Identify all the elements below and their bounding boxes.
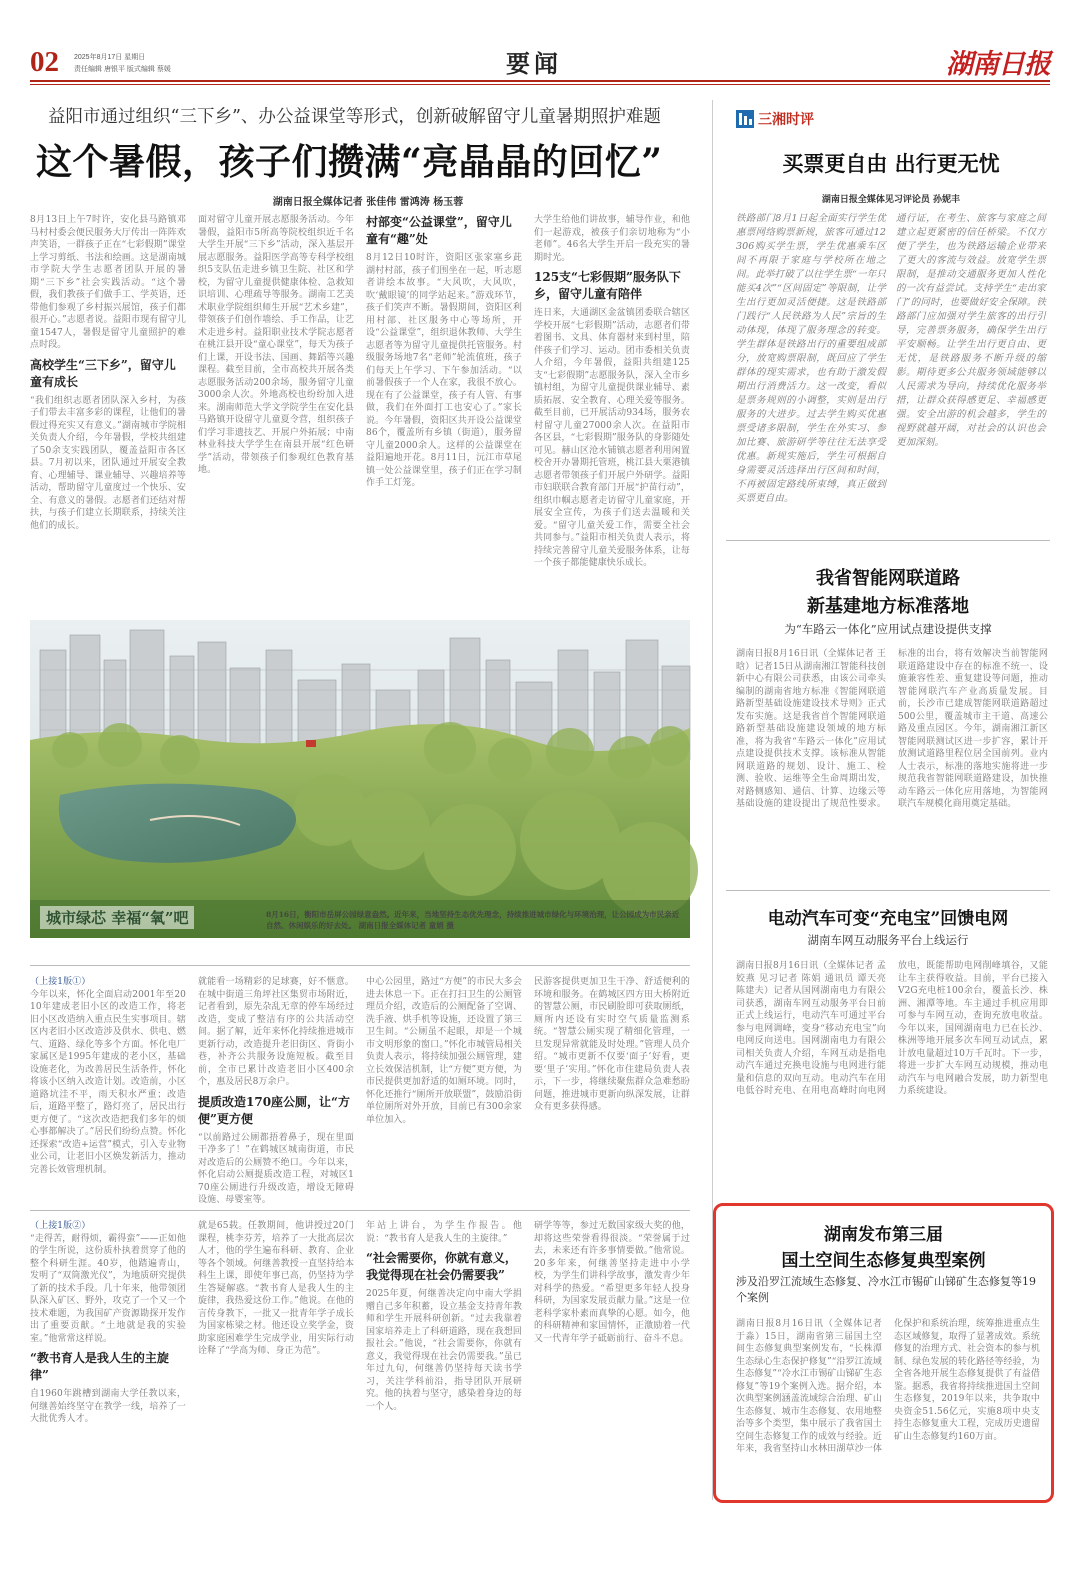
continuation-label: （上接1版②） <box>30 1221 91 1231</box>
commentary-text: 通行证，在考生、旅客与家庭之间建立起更紧密的信任桥梁。不仅方便了学生，也为铁路运输企业带来了更大的客流与效益。放宽学生票限制，是推动交通服务更加人性化的一次有益尝试。支持学生“走出家门”的同时，也要做好安全保障。铁路部门应加强对学生旅客的出行引导，完善票务服务，确保学生出行平安顺畅。让学生出行更自由、更无忧，是铁路服务不断升级的缩影。期待更多公共服务领域能够以人民需求为导向，持续优化服务举措，让群众获得感更足、幸福感更强。安全出游的机会越多，学生的视野就越开阔，对社会的认识也会更加深刻。 <box>896 213 1046 448</box>
masthead <box>30 40 1050 80</box>
lower-paragraph: 就能看一场精彩的足球赛，好不惬意。在城中街道三角坪社区集贸市场附近，记者看到，原先杂乱无章的停车场经过改造，变成了整洁有序的公共活动空间。据了解，近年来怀化持续推进城市更新行动，改造提升老旧街区、背街小巷，补齐公共服务设施短板。截至目前，全市已累计改造老旧小区400余个，惠及居民8万余户。 <box>198 977 354 1087</box>
lead-paragraph: 面对留守儿童开展志愿服务活动。今年暑假，益阳市5所高等院校组织近千名大学生开展“三下乡”活动，深入基层开展志愿服务。益阳医学高等专科学校组织5支队伍走进乡镇卫生院、社区和学校，为留守儿童提供健康体检、急救知识培训、心理疏导等服务。湖南工艺美术职业学院组织师生开展“艺术乡建”，带领孩子们创作墙绘、手工作品，让艺术走进乡村。益阳职业技术学院志愿者在桃江县开设“童心课堂”，每天为孩子们上课，开设书法、国画、舞蹈等兴趣课程。截至目前，全市高校共开展各类志愿服务活动200余场，服务留守儿童3000余人次。外地高校也纷纷加入进来。湖南师范大学文学院学生在安化县马路镇开设留守儿童夏令营，组织孩子们学习非遗技艺、开展户外拓展；中南林业科技大学学生在南县开展“红色研学”活动，带领孩子们参观红色教育基地。 <box>198 215 354 475</box>
continuation-label: （上接1版①） <box>30 977 91 987</box>
lower-paragraph: 2025年夏，何继善决定向中南大学捐赠自己多年积蓄，设立基金支持青年教师和学生开展科研创新。“过去我靠着国家培养走上了科研道路，现在我想回报社会。”他说，“社会需要你，你就有意义，我觉得现在社会仍需要我。”虽已年过九旬，何继善仍坚持每天读书学习，关注学科前沿，指导团队开展研究。他的执着与坚守，感染着身边的每一个人。 <box>366 1289 522 1412</box>
commentary-headline: 买票更自由 出行更无忧 <box>782 151 1000 176</box>
photo-caption-title: 城市绿芯 幸福“氧”吧 <box>40 906 194 929</box>
lower-column-6 <box>198 1220 354 1502</box>
commentary-byline: 湖南日报全媒体见习评论员 孙妮丰 <box>821 195 961 205</box>
lead-subhead-3: 125支“七彩假期”服务队下乡，留守儿童有陪伴 <box>534 270 681 301</box>
news2-headline: 电动汽车可变“充电宝”回馈电网 <box>767 909 1009 929</box>
newspaper-logo: 湖南日报 <box>946 49 1050 80</box>
lower-paragraph: 民游客提供更加卫生干净、舒适便利的环境和服务。在鹤城区四方田大桥附近的智慧公厕，市民刷脸即可获取厕纸，厕所内还设有实时空气质量监测系统。“智慧公厕实现了精细化管理，一旦发现异常就能及时处理。”管理人员介绍。“城市更新不仅要‘面子’好看，更要‘里子’实用。”怀化市住建局负责人表示，下一步，将继续聚焦群众急难愁盼问题，推进城市更新向纵深发展，让群众有更多获得感。 <box>534 977 690 1112</box>
news2-body <box>736 960 1048 1182</box>
masthead-rule <box>30 80 1050 82</box>
feature-headline-line1: 湖南发布第三届 <box>824 1225 943 1245</box>
news2-subtitle: 湖南车网互动服务平台上线运行 <box>807 933 969 947</box>
news2-text: 湖南日报8月16日讯（全媒体记者 孟姣燕 见习记者 陈娟 通讯员 谭天亮 陈建夫）记者从国网湖南电力有限公司获悉，湖南车网互动服务平台日前正式上线运行，电动汽车可通过平台参与电网调峰，变身“移动充电宝”向电网反向送电。国网湖南电力有限公司相关负责人介绍，车网互动是指电动汽车通过充换电设施与电网进行能量和信息的双向互动。电动汽车在用电低谷时充电、在用电高峰时向电网放电，既能帮助电网削峰填谷，又能让车主获得收益。目前，平台已接入V2G充电桩100余台，覆盖长沙、株洲、湘潭等地。车主通过手机应用即可参与车网互动，查询充放电收益。今年以来，国网湖南电力已在长沙、株洲等地开展多次车网互动试点，累计放电量超过10万千瓦时。下一步，将进一步扩大车网互动规模，推动电动汽车与电网融合发展，助力新型电力系统建设。 <box>736 961 1048 1096</box>
lead-column-4 <box>534 214 690 584</box>
feature-headline-line2: 国土空间生态修复典型案例 <box>781 1251 986 1271</box>
feature-text: 湖南日报8月16日讯（全媒体记者 于淼）15日，湖南省第三届国土空间生态修复典型案例发布，“长株潭生态绿心生态保护修复”“沿罗江流域生态修复”“冷水江市锡矿山锑矿生态修复”等19个案例入选。据介绍，本次典型案例涵盖流域综合治理、矿山生态修复、城市生态修复、农用地整治等多个类型，集中展示了我省国土空间生态修复工作的成效与经验。近年来，我省坚持山水林田湖草沙一体化保护和系统治理，统筹推进重点生态区域修复，取得了显著成效。系统修复的治理方式、社会资本的参与机制、绿色发展的转化路径等经验，为全省各地开展生态修复提供了有益借鉴。据悉，我省将持续推进国土空间生态修复，2019年以来，共争取中央资金51.56亿元，实施8项中央支持生态修复重大工程，完成历史遗留矿山生态修复约160万亩。 <box>736 1319 1040 1454</box>
photo-illustration <box>30 620 690 938</box>
lower-column-2 <box>198 976 354 1205</box>
masthead-rule-thin <box>30 84 1050 85</box>
lead-paragraph: 8月13日上午7时许，安化县马路镇邓马村村委会便民服务大厅传出一阵阵欢声笑语，一群孩子正在“七彩假期”课堂上学习剪纸、书法和绘画。这是湖南城市学院大学生志愿者团队开展的暑期“三下乡”社会实践活动。“这个暑假，我们教孩子们做手工、学英语，还带他们参观了乡村振兴展馆，孩子们都很开心。”志愿者说。益阳市现有留守儿童1547人，暑假是留守儿童照护的难点时段。 <box>30 215 186 350</box>
lead-byline: 湖南日报全媒体记者 张佳伟 雷鸿涛 杨玉蓉 <box>272 197 464 208</box>
news1-subtitle: 为“车路云一体化”应用试点建设提供支撑 <box>784 622 992 636</box>
page-number: 02 <box>30 46 59 78</box>
commentary-column-right <box>896 212 1046 520</box>
lead-subhead-1: 高校学生“三下乡”，留守儿童有成长 <box>30 357 176 389</box>
lower-column-5 <box>30 1220 186 1502</box>
lower-column-4 <box>534 976 690 1202</box>
lead-paragraph: 大学生给他们讲故事，辅导作业，和他们一起游戏，被孩子们亲切地称为“小老师”。46名大学生开启一段充实的暑期时光。 <box>534 215 690 263</box>
lower-paragraph: 中心公园里，路过“方便”的市民大多会进去休息一下。正在打扫卫生的公厕管理员介绍，改造后的公厕配备了空调、洗手液、烘手机等设施，还设置了第三卫生间。“公厕虽不起眼，却是一个城市文明形象的窗口。”怀化市城管局相关负责人表示，将持续加强公厕管理，建立长效保洁机制，让“方便”更方便，为市民提供更加舒适的如厕环境。同时，怀化还推行“厕所开放联盟”，鼓励沿街单位厕所对外开放，目前已有300余家单位加入。 <box>366 977 522 1125</box>
lead-column-1 <box>30 214 186 584</box>
issue-date: 2025年8月17日 星期日 <box>74 54 146 61</box>
commentary-tag <box>736 108 814 130</box>
commentary-tag-label: 三湘时评 <box>758 112 814 128</box>
news1-body <box>736 648 1048 878</box>
feature-subtitle: 涉及沿罗江流域生态修复、冷水江市锡矿山锑矿生态修复等19个案例 <box>736 1275 1036 1304</box>
lower-column-8 <box>534 1220 690 1502</box>
lower-column-7 <box>366 1220 522 1502</box>
lower-paragraph: 自1960年跳槽到湖南大学任教以来，何继善始终坚守在教学一线，培养了一大批优秀人才。 <box>30 1389 186 1424</box>
divider <box>30 965 690 966</box>
news1-headline-line2: 新基建地方标准落地 <box>807 596 969 617</box>
feature-body <box>736 1318 1040 1490</box>
lower-paragraph: “以前路过公厕都捂着鼻子，现在里面干净多了！”在鹤城区城南街道，市民对改造后的公厕赞不绝口。今年以来，怀化启动公厕提质改造工程，对城区170座公厕进行升级改造，增设无障碍设施、母婴室等。 <box>198 1132 354 1205</box>
lead-kicker: 益阳市通过组织“三下乡”、办公益课堂等形式，创新破解留守儿童暑期照护难题 <box>48 107 661 127</box>
news1-text: 湖南日报8月16日讯（全媒体记者 王晗）记者15日从湖南湘江智能科技创新中心有限公司获悉，由该公司牵头编制的湖南省地方标准《智能网联道路新型基础设施建设技术导则》正式发布实施。这是我省首个智能网联道路新型基础设施建设领域的地方标准，将为我省“车路云一体化”应用试点建设提供技术支撑。该标准从智能网联道路的规划、设计、施工、检测、验收、运维等全生命周期出发，对路侧感知、通信、计算、边缘云等基础设施的建设提出了规范性要求。标准的出台，将有效解决当前智能网联道路建设中存在的标准不统一、设施兼容性差、重复建设等问题，推动智能网联汽车产业高质量发展。目前，长沙市已建成智能网联道路超过500公里，覆盖城市主干道、高速公路及重点园区。今年，湖南湘江新区智能网联测试区进一步扩容，累计开放测试道路里程位居全国前列。业内人士表示，标准的落地实施将进一步规范我省智能网联道路建设，加快推动车路云一体化应用落地，为智能网联汽车规模化商用奠定基础。 <box>736 649 1048 809</box>
lead-paragraph: 8月12日10时许，资阳区张家塞乡茈湖村村部，孩子们围坐在一起，听志愿者讲绘本故事。“大风吹，大风吹，吹‘戴眼镜’的同学站起来。”游戏环节，孩子们笑声不断。暑假期间，资阳区利用村部、社区服务中心等场所，开设“公益课堂”，组织退休教师、大学生志愿者等为留守儿童提供托管服务。村级服务场地7名“老师”轮流值班，孩子们每天上午学习、下午参加活动。“以前暑假孩子一个人在家，我很不放心。现在有了公益课堂，孩子有人管、有事做，我们在外面打工也安心了。”家长说。今年暑假，资阳区共开设公益课堂86个，覆盖所有乡镇（街道），服务留守儿童2000余人。这样的公益课堂在益阳遍地开花。8月11日，沅江市草尾镇一处公益课堂里，孩子们正在学习制作手工灯笼。 <box>366 253 522 488</box>
divider <box>30 1210 690 1211</box>
commentary-tag-icon <box>736 110 754 128</box>
lower-subhead: “教书育人是我人生的主旋律” <box>30 1351 169 1382</box>
news1-headline-line1: 我省智能网联道路 <box>816 568 960 589</box>
divider <box>726 890 1050 891</box>
commentary-column-left <box>736 212 886 520</box>
lower-subhead: 提质改造170座公厕，让“方便”更方便 <box>198 1094 350 1126</box>
lead-paragraph: “我们组织志愿者团队深入乡村，为孩子们带去丰富多彩的课程，让他们的暑假过得充实又有意义。”湖南城市学院相关负责人介绍，今年暑假，学校共组建了50余支实践团队，覆盖益阳市各区县。7月初以来，团队通过开展安全教育、心理辅导、课业辅导、兴趣培养等活动，帮助留守儿童度过一个快乐、安全、有意义的暑假。志愿者们还结对帮扶，与孩子们建立长期联系，持续关注他们的成长。 <box>30 395 186 531</box>
lower-paragraph: 研学等等，参过无数国家级大奖的他，却将这些荣誉看得很淡。“荣誉属于过去，未来还有许多事情要做。”他常说。20多年来，何继善坚持走进中小学校，为学生们讲科学故事，激发青少年对科学的热爱。“希望更多年轻人投身科研，为国家发展贡献力量。”这是一位老科学家朴素而真挚的心愿。如今，他的科研精神和家国情怀，正激励着一代又一代青年学子砥砺前行、奋斗不息。 <box>534 1221 690 1344</box>
lower-paragraph: “走得苦，耐得烦，霸得蛮”——正如他的学生所说，这份质朴执着贯穿了他的整个科研生涯。40岁，他踏遍青山，发明了“双筒激光仪”，为地质研究提供了新的技术手段。几十年来，他带领团队深入矿区、野外，攻克了一个又一个技术难题，为我国矿产资源勘探开发作出了重要贡献。“土地就是我的实验室。”他常常这样说。 <box>30 1233 186 1344</box>
lower-paragraph: 就是65载。任教期间，他讲授过20门课程，桃李芬芳，培养了一大批高层次人才，他的学生遍布科研、教育、企业等各个领域。何继善教授一直坚持给本科生上课，即使年事已高，仍坚持为学生答疑解惑。“教书育人是我人生的主旋律，我热爱这份工作。”他说。在他的言传身教下，一批又一批青年学子成长为国家栋梁之材。他还设立奖学金，资助家庭困难学生完成学业，用实际行动诠释了“学高为师、身正为范”。 <box>198 1221 354 1356</box>
lead-subhead-2: 村部变“公益课堂”，留守儿童有“趣”处 <box>366 215 512 246</box>
commentary-text: 铁路部门8月1日起全面实行学生优惠票网络购票新规，旅客可通过12306购买学生票，学生优惠乘车区间不再限于家庭与学校所在地之间。此举打破了以往学生票“一年只能买4次”“区间固定”等限制，让学生出行更加灵活便捷。这是铁路部门践行“人民铁路为人民”宗旨的生动体现，体现了服务理念的转变。学生群体是铁路出行的重要组成部分，放宽购票限制，既回应了学生群体的现实需求，也有助于激发假期出行消费活力。这一改变，看似是票务规则的小调整，实则是出行服务的大进步。过去学生购买优惠票受诸多限制，学生在外实习、参加比赛、旅游研学等往往无法享受优惠。新规实施后，学生可根据自身需要灵活选择出行区间和时间，不再被固定路线所束缚，真正做到买票更自由。 <box>736 213 886 504</box>
lead-column-3 <box>366 214 522 584</box>
section-title: 要闻 <box>506 49 562 78</box>
editor-credits: 责任编辑 唐银平 版式编辑 蔡媛 <box>74 66 171 73</box>
lower-column-3 <box>366 976 522 1202</box>
lead-headline: 这个暑假，孩子们攒满“亮晶晶的回忆” <box>36 141 663 183</box>
lower-subhead: “社会需要你，你就有意义，我觉得现在社会仍需要我” <box>366 1251 517 1282</box>
divider <box>726 540 1050 541</box>
lower-paragraph: 今年以来，怀化全面启动2001年至2010年建成老旧小区的改造工作，将老旧小区改造纳入重点民生实事项目。辖区内老旧小区改造涉及供水、供电、燃气、道路、绿化等多个方面。怀化电厂家属区是1995年建成的老小区，基础设施老化，为改善居民生活条件，怀化将该小区纳入改造计划。改造前，小区道路坑洼不平，雨天积水严重；改造后，道路平整了，路灯亮了，居民出行更方便了。“这次改造把我们多年的烦心事都解决了。”居民们纷纷点赞。怀化还探索“改造+运营”模式，引入专业物业公司，让老旧小区焕发新活力，推动完善长效管理机制。 <box>30 989 186 1175</box>
lower-paragraph: 年站上讲台，为学生作报告。他说：“教书育人是我人生的主旋律。” <box>366 1221 522 1244</box>
lower-column-1 <box>30 976 186 1202</box>
city-park-photo <box>30 620 690 938</box>
photo-caption: 8月16日，衡阳市岳屏公园绿意盎然。近年来，当地坚持生态优先理念，持续推进城市绿化与环境治理，让公园成为市民亲近自然、休闲娱乐的好去处。 湖南日报全媒体记者 童娟 摄 <box>266 910 680 930</box>
lead-paragraph: 连日来，大通湖区金盆镇团委联合辖区学校开展“七彩假期”活动，志愿者们带着图书、文具、体育器材来到村里，陪伴孩子们学习、运动。团市委相关负责人介绍，今年暑假，益阳共组建125支“七彩假期”志愿服务队，深入全市乡镇村组，为留守儿童提供课业辅导、素质拓展、安全教育、心理关爱等服务。截至目前，已开展活动934场，服务农村留守儿童27000余人次。在益阳市各区县，“七彩假期”服务队的身影随处可见。赫山区沧水铺镇志愿者利用闲置校舍开办暑期托管班，桃江县大栗港镇志愿者带领孩子们开展户外研学。益阳市妇联联合教育部门开展“护苗行动”，组织巾帼志愿者走访留守儿童家庭，开展安全宣传，为孩子们送去温暖和关爱。“留守儿童关爱工作，需要全社会共同参与。”益阳市相关负责人表示，将持续完善留守儿童关爱服务体系，让每一个孩子都能健康快乐成长。 <box>534 308 690 568</box>
lead-column-2 <box>198 214 354 584</box>
highlighted-article-box <box>713 1203 1054 1503</box>
